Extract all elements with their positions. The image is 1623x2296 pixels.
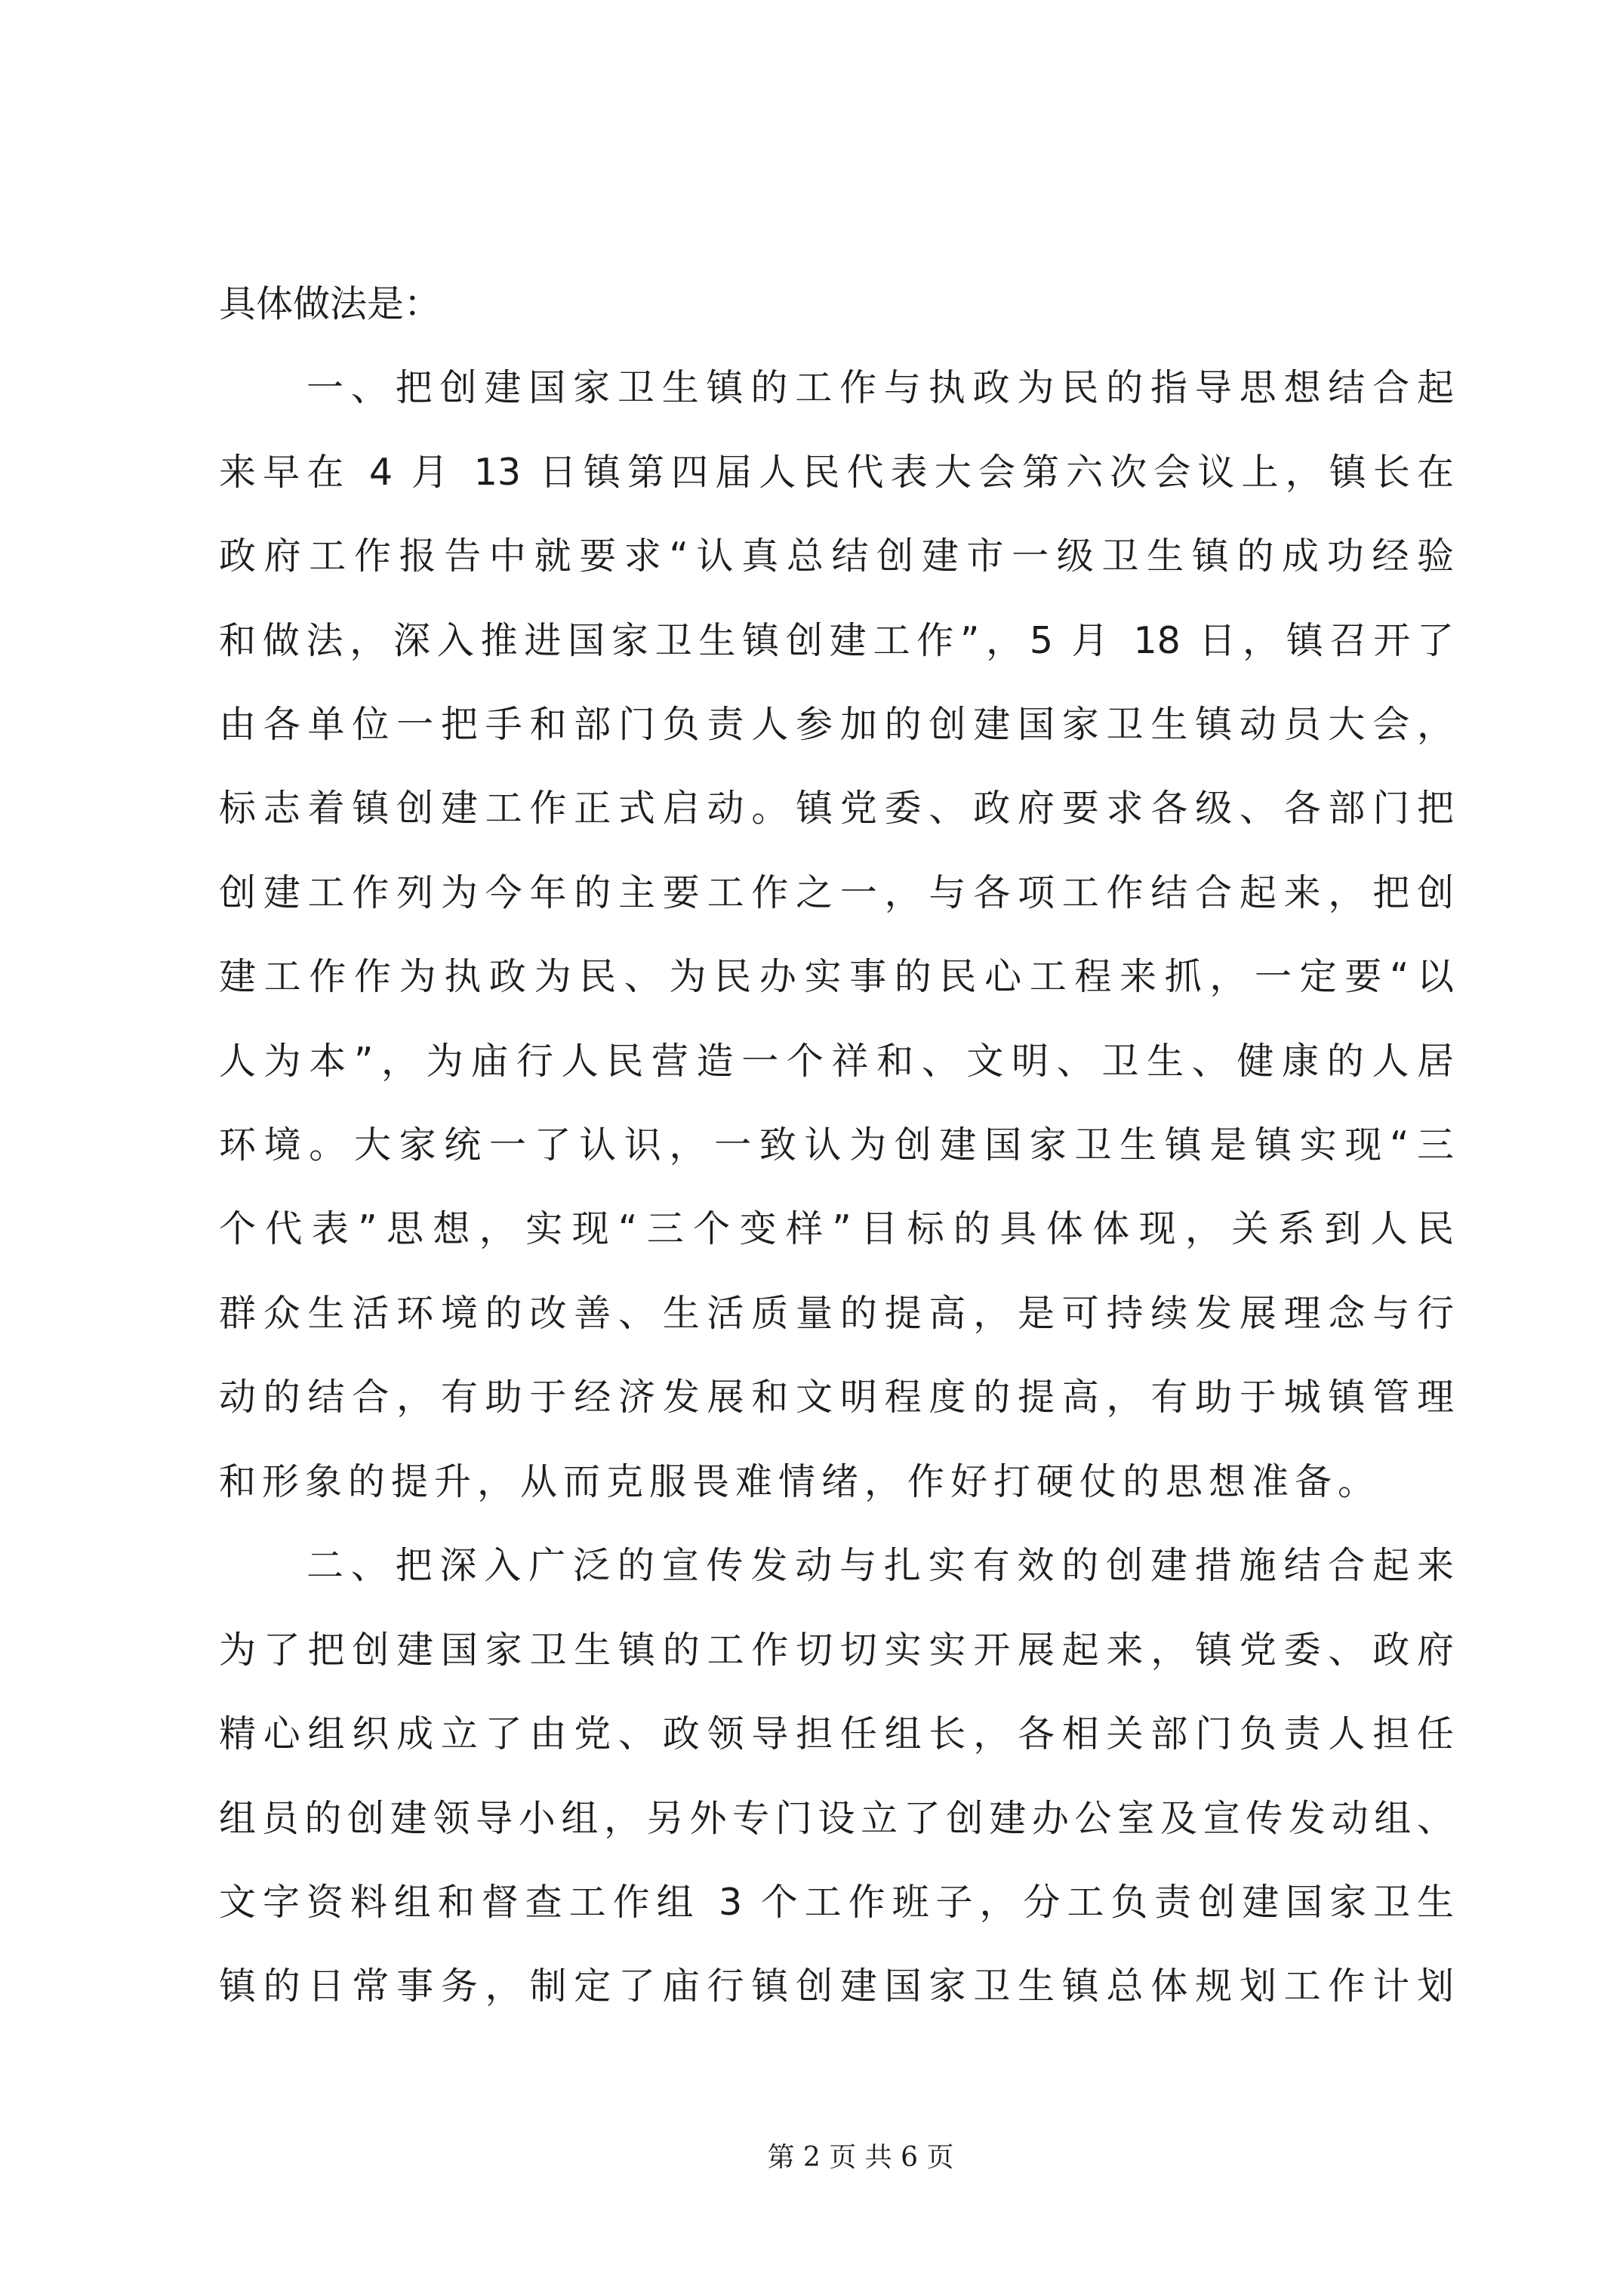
body-line: 人为本”，为庙行人民营造一个祥和、文明、卫生、健康的人居 [219,1040,1454,1083]
section-heading-line: 一、把创建国家卫生镇的工作与执政为民的指导思想结合起 [306,366,1454,409]
body-line: 来早在 4 月 13 日镇第四届人民代表大会第六次会议上，镇长在 [219,451,1454,494]
body-line: 标志着镇创建工作正式启动。镇党委、政府要求各级、各部门把 [219,787,1454,830]
body-line: 创建工作列为今年的主要工作之一，与各项工作结合起来，把创 [219,871,1454,914]
body-line: 动的结合，有助于经济发展和文明程度的提高，有助于城镇管理 [219,1376,1454,1419]
body-line: 和做法，深入推进国家卫生镇创建工作”，5 月 18 日，镇召开了 [219,619,1454,662]
body-line: 个代表”思想，实现“三个变样”目标的具体体现，关系到人民 [219,1207,1454,1250]
body-line: 镇的日常事务，制定了庙行镇创建国家卫生镇总体规划工作计划 [219,1965,1454,2008]
page-number-footer: 第 2 页 共 6 页 [767,2142,954,2173]
body-line: 文字资料组和督查工作组 3 个工作班子，分工负责创建国家卫生 [219,1881,1454,1924]
body-line: 精心组织成立了由党、政领导担任组长，各相关部门负责人担任 [219,1712,1454,1755]
body-line: 政府工作报告中就要求“认真总结创建市一级卫生镇的成功经验 [219,535,1454,578]
body-line: 组员的创建领导小组，另外专门设立了创建办公室及宣传发动组、 [219,1797,1454,1840]
body-line: 群众生活环境的改善、生活质量的提高，是可持续发展理念与行 [219,1292,1454,1335]
body-line: 具体做法是： [219,282,442,325]
body-line: 由各单位一把手和部门负责人参加的创建国家卫生镇动员大会， [219,703,1454,746]
body-line: 和形象的提升，从而克服畏难情绪，作好打硬仗的思想准备。 [219,1460,1381,1503]
body-line: 为了把创建国家卫生镇的工作切切实实开展起来，镇党委、政府 [219,1629,1454,1672]
body-line: 环境。大家统一了认识，一致认为创建国家卫生镇是镇实现“三 [219,1123,1454,1166]
body-line: 建工作作为执政为民、为民办实事的民心工程来抓，一定要“以 [219,955,1454,998]
section-heading-line: 二、把深入广泛的宣传发动与扎实有效的创建措施结合起来 [306,1544,1454,1587]
